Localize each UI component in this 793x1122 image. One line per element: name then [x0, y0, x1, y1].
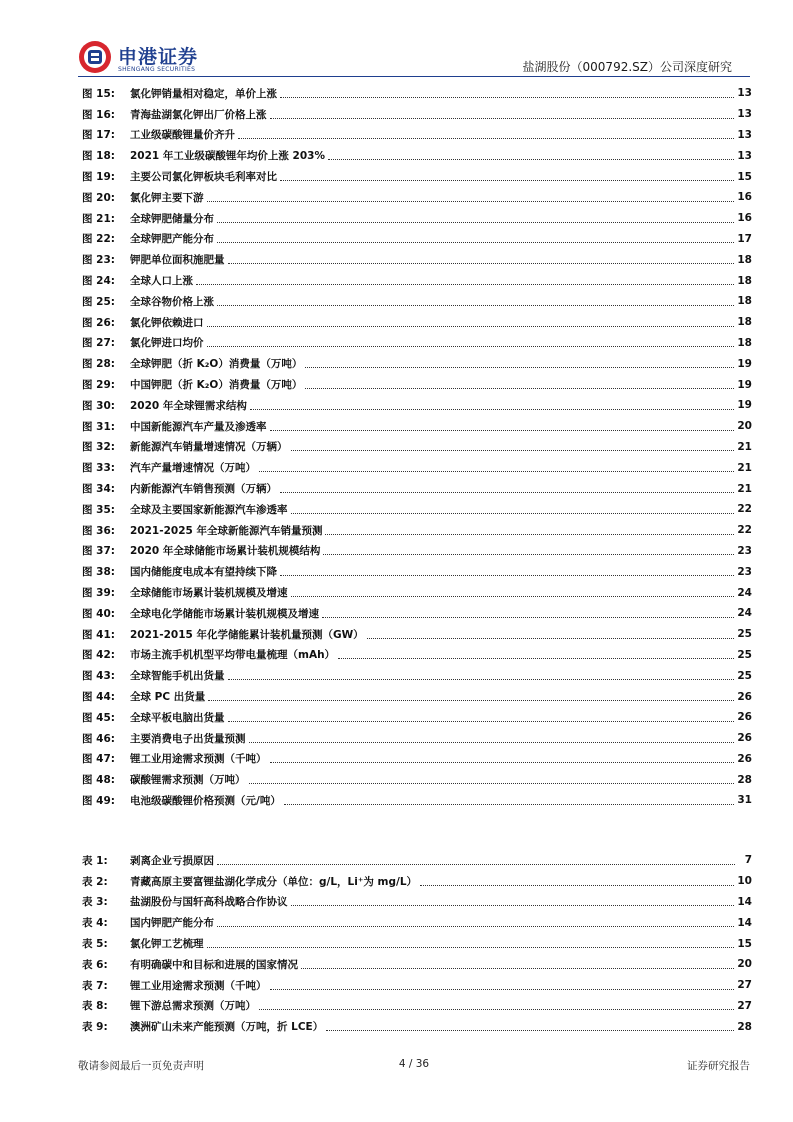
entry-page: 24: [737, 586, 752, 599]
dot-leader: [249, 783, 735, 784]
entry-label: 图 24:: [82, 275, 115, 288]
figure-entry[interactable]: [82, 541, 752, 562]
dot-leader: [217, 222, 734, 223]
entry-page: 23: [737, 565, 752, 578]
entry-label: 图 22:: [82, 233, 115, 246]
figure-entry[interactable]: [82, 707, 752, 728]
entry-title: 全球钾肥（折 K₂O）消费量（万吨）: [130, 358, 303, 371]
entry-label: 图 15:: [82, 87, 115, 100]
entry-label: 图 35:: [82, 503, 115, 516]
entry-title: 新能源汽车销量增速情况（万辆）: [130, 441, 288, 454]
entry-label: 图 34:: [82, 483, 115, 496]
disclaimer-note: 敬请参阅最后一页免责声明: [78, 1060, 204, 1072]
entry-title: 国内储能度电成本有望持续下降: [130, 566, 277, 579]
entry-label: 图 43:: [82, 670, 115, 683]
entry-label: 图 39:: [82, 587, 115, 600]
entry-page: 25: [737, 669, 752, 682]
entry-title: 钾肥单位面积施肥量: [130, 254, 225, 267]
dot-leader: [249, 742, 735, 743]
figure-entry[interactable]: [82, 83, 752, 104]
entry-label: 图 18:: [82, 150, 115, 163]
entry-title: 电池级碳酸锂价格预测（元/吨）: [130, 794, 281, 807]
entry-title: 2020 年全球锂需求结构: [130, 399, 247, 412]
entry-label: 表 2:: [82, 875, 108, 888]
entry-page: 13: [737, 87, 752, 100]
entry-page: 31: [737, 794, 752, 807]
dot-leader: [217, 864, 735, 865]
table-entry[interactable]: [82, 892, 752, 913]
figure-entry[interactable]: [82, 104, 752, 125]
entry-title: 2021 年工业级碳酸锂年均价上涨 203%: [130, 150, 325, 163]
entry-title: 主要公司氯化钾板块毛利率对比: [130, 171, 277, 184]
entry-label: 图 31:: [82, 420, 115, 433]
figure-entry[interactable]: [82, 728, 752, 749]
entry-title: 工业级碳酸锂量价齐升: [130, 129, 235, 142]
entry-title: 全球平板电脑出货量: [130, 711, 225, 724]
figure-entry[interactable]: [82, 790, 752, 811]
dot-leader: [259, 1009, 734, 1010]
entry-title: 中国新能源汽车产量及渗透率: [130, 420, 267, 433]
dot-leader: [280, 492, 734, 493]
figure-entry[interactable]: [82, 374, 752, 395]
entry-label: 图 16:: [82, 108, 115, 121]
figure-entry[interactable]: [82, 645, 752, 666]
entry-label: 表 7:: [82, 979, 108, 992]
brand-name-en: SHENGANG SECURITIES: [118, 66, 196, 73]
entry-title: 市场主流手机机型平均带电量梳理（mAh）: [130, 649, 336, 662]
dot-leader: [238, 138, 734, 139]
dot-leader: [217, 242, 734, 243]
entry-page: 22: [737, 524, 752, 537]
entry-title: 氯化钾进口均价: [130, 337, 204, 350]
entry-title: 2020 年全球储能市场累计装机规模结构: [130, 545, 321, 558]
entry-title: 锂下游总需求预测（万吨）: [130, 1000, 256, 1013]
figure-entry[interactable]: [82, 520, 752, 541]
entry-title: 内新能源汽车销售预测（万辆）: [130, 483, 277, 496]
entry-label: 表 6:: [82, 958, 108, 971]
entry-title: 全球钾肥产能分布: [130, 233, 214, 246]
entry-label: 图 20:: [82, 191, 115, 204]
entry-label: 表 5:: [82, 938, 108, 951]
entry-page: 13: [737, 149, 752, 162]
figure-list: [82, 83, 752, 811]
table-entry[interactable]: [82, 954, 752, 975]
dot-leader: [270, 989, 735, 990]
figure-entry[interactable]: [82, 582, 752, 603]
dot-leader: [207, 326, 735, 327]
report-type: 证券研究报告: [687, 1060, 750, 1072]
entry-title: 青藏高原主要富锂盐湖化学成分（单位：g/L，Li⁺为 mg/L）: [130, 875, 418, 888]
entry-label: 图 41:: [82, 628, 115, 641]
table-entry[interactable]: [82, 850, 752, 871]
dot-leader: [228, 721, 735, 722]
entry-title: 有明确碳中和目标和进展的国家情况: [130, 958, 298, 971]
entry-label: 图 47:: [82, 753, 115, 766]
entry-label: 图 37:: [82, 545, 115, 558]
figure-entry[interactable]: [82, 749, 752, 770]
figure-entry[interactable]: [82, 478, 752, 499]
dot-leader: [322, 617, 734, 618]
figure-entry[interactable]: [82, 208, 752, 229]
entry-page: 10: [737, 875, 752, 888]
figure-entry[interactable]: [82, 769, 752, 790]
figure-entry[interactable]: [82, 561, 752, 582]
entry-page: 21: [737, 482, 752, 495]
entry-title: 锂工业用途需求预测（千吨）: [130, 979, 267, 992]
entry-label: 图 44:: [82, 691, 115, 703]
entry-title: 2021-2025 年全球新能源汽车销量预测: [130, 524, 323, 537]
entry-page: 23: [737, 544, 752, 557]
entry-page: 18: [737, 316, 752, 329]
entry-label: 图 46:: [82, 732, 115, 745]
entry-title: 主要消费电子出货量预测: [130, 732, 246, 745]
entry-label: 图 36:: [82, 524, 115, 537]
entry-label: 图 26:: [82, 316, 115, 329]
entry-label: 表 8:: [82, 1000, 108, 1013]
entry-label: 图 28:: [82, 358, 115, 371]
entry-label: 图 42:: [82, 649, 115, 662]
entry-title: 全球人口上涨: [130, 275, 193, 288]
page-header: [78, 40, 750, 76]
dot-leader: [228, 263, 735, 264]
entry-label: 图 19:: [82, 171, 115, 184]
entry-page: 25: [737, 628, 752, 641]
entry-title: 全球电化学储能市场累计装机规模及增速: [130, 607, 319, 620]
figure-entry[interactable]: [82, 353, 752, 374]
table-entry[interactable]: [82, 912, 752, 933]
entry-page: 20: [737, 958, 752, 971]
entry-page: 13: [737, 108, 752, 121]
dot-leader: [207, 346, 735, 347]
dot-leader: [270, 762, 735, 763]
entry-page: 16: [737, 191, 752, 204]
dot-leader: [291, 905, 735, 906]
figure-entry[interactable]: [82, 249, 752, 270]
entry-page: 18: [737, 295, 752, 308]
figure-entry[interactable]: [82, 665, 752, 686]
entry-page: 18: [737, 336, 752, 349]
entry-title: 全球 PC 出货量: [130, 691, 206, 703]
entry-page: 17: [737, 232, 752, 245]
dot-leader: [305, 388, 734, 389]
entry-page: 25: [737, 648, 752, 661]
entry-title: 中国钾肥（折 K₂O）消费量（万吨）: [130, 379, 303, 392]
entry-page: 13: [737, 128, 752, 141]
figure-entry[interactable]: [82, 603, 752, 624]
entry-title: 剥离企业亏损原因: [130, 854, 214, 867]
entry-title: 青海盐湖氯化钾出厂价格上涨: [130, 108, 267, 121]
entry-label: 图 45:: [82, 711, 115, 724]
dot-leader: [420, 885, 734, 886]
table-entry[interactable]: [82, 933, 752, 954]
entry-page: 16: [737, 212, 752, 225]
entry-page: 14: [737, 916, 752, 929]
entry-page: 26: [737, 732, 752, 745]
dot-leader: [301, 968, 734, 969]
entry-title: 全球储能市场累计装机规模及增速: [130, 587, 288, 600]
entry-page: 22: [737, 503, 752, 516]
entry-title: 氯化钾工艺梳理: [130, 938, 204, 951]
entry-page: 15: [737, 937, 752, 950]
entry-label: 表 3:: [82, 896, 108, 909]
dot-leader: [280, 180, 734, 181]
entry-page: 21: [737, 461, 752, 474]
entry-title: 碳酸锂需求预测（万吨）: [130, 774, 246, 787]
shengang-logo-icon: [78, 40, 112, 74]
dot-leader: [328, 159, 734, 160]
entry-page: 21: [737, 440, 752, 453]
entry-label: 图 29:: [82, 379, 115, 392]
figure-entry[interactable]: [82, 437, 752, 458]
table-list: [82, 850, 752, 1037]
figure-entry[interactable]: [82, 187, 752, 208]
entry-page: 26: [737, 752, 752, 765]
entry-title: 全球及主要国家新能源汽车渗透率: [130, 503, 288, 516]
entry-title: 澳洲矿山未来产能预测（万吨，折 LCE）: [130, 1021, 324, 1034]
dot-leader: [270, 430, 735, 431]
entry-page: 18: [737, 274, 752, 287]
dot-leader: [338, 658, 734, 659]
entry-page: 19: [737, 357, 752, 370]
dot-leader: [270, 118, 735, 119]
entry-page: 26: [737, 711, 752, 724]
entry-label: 图 23:: [82, 254, 115, 267]
dot-leader: [291, 450, 735, 451]
figure-entry[interactable]: [82, 395, 752, 416]
dot-leader: [280, 575, 734, 576]
figure-entry[interactable]: [82, 686, 752, 707]
entry-title: 全球谷物价格上涨: [130, 295, 214, 308]
entry-label: 图 30:: [82, 399, 115, 412]
entry-label: 图 48:: [82, 774, 115, 787]
dot-leader: [217, 926, 734, 927]
entry-title: 2021-2015 年化学储能累计装机量预测（GW）: [130, 628, 364, 641]
figure-entry[interactable]: [82, 499, 752, 520]
figure-entry[interactable]: [82, 229, 752, 250]
entry-label: 图 21:: [82, 212, 115, 225]
dot-leader: [326, 1030, 734, 1031]
entry-title: 盐湖股份与国轩高科战略合作协议: [130, 896, 288, 909]
dot-leader: [323, 554, 734, 555]
dot-leader: [325, 534, 734, 535]
dot-leader: [291, 513, 735, 514]
entry-page: 7: [744, 854, 752, 867]
entry-label: 表 1:: [82, 854, 108, 867]
dot-leader: [284, 804, 735, 805]
dot-leader: [207, 201, 735, 202]
entry-page: 27: [737, 979, 752, 992]
entry-title: 国内钾肥产能分布: [130, 917, 214, 930]
dot-leader: [208, 700, 734, 701]
dot-leader: [280, 97, 734, 98]
entry-page: 20: [737, 420, 752, 433]
dot-leader: [367, 638, 735, 639]
entry-label: 图 38:: [82, 566, 115, 579]
entry-label: 表 4:: [82, 917, 108, 930]
entry-title: 氯化钾主要下游: [130, 191, 204, 204]
entry-label: 图 33:: [82, 462, 115, 475]
entry-page: 15: [737, 170, 752, 183]
entry-page: 24: [737, 607, 752, 620]
entry-label: 图 40:: [82, 607, 115, 620]
entry-page: 27: [737, 999, 752, 1012]
entry-title: 全球智能手机出货量: [130, 670, 225, 683]
entry-page: 28: [737, 1020, 752, 1033]
report-title: 盐湖股份（000792.SZ）公司深度研究: [522, 60, 732, 74]
dot-leader: [217, 305, 734, 306]
entry-label: 表 9:: [82, 1021, 108, 1034]
dot-leader: [196, 284, 734, 285]
page-number: 4 / 36: [398, 1058, 430, 1070]
entry-title: 汽车产量增速情况（万吨）: [130, 462, 256, 475]
dot-leader: [250, 409, 734, 410]
dot-leader: [291, 596, 735, 597]
figure-entry[interactable]: [82, 624, 752, 645]
figure-entry[interactable]: [82, 333, 752, 354]
entry-page: 14: [737, 895, 752, 908]
figure-entry[interactable]: [82, 291, 752, 312]
entry-label: 图 27:: [82, 337, 115, 350]
table-entry[interactable]: [82, 996, 752, 1017]
figure-entry[interactable]: [82, 416, 752, 437]
entry-page: 26: [737, 690, 752, 703]
entry-page: 28: [737, 773, 752, 786]
table-entry[interactable]: [82, 871, 752, 892]
brand-name: 申港证券: [118, 46, 199, 68]
entry-title: 氯化钾依赖进口: [130, 316, 204, 329]
entry-title: 全球钾肥储量分布: [130, 212, 214, 225]
dot-leader: [259, 471, 734, 472]
figure-entry[interactable]: [82, 145, 752, 166]
figure-entry[interactable]: [82, 166, 752, 187]
entry-title: 锂工业用途需求预测（千吨）: [130, 753, 267, 766]
figure-entry[interactable]: [82, 270, 752, 291]
figure-entry[interactable]: [82, 312, 752, 333]
table-entry[interactable]: [82, 1016, 752, 1037]
entry-title: 氯化钾销量相对稳定，单价上涨: [130, 87, 277, 100]
header-divider: [78, 76, 750, 77]
entry-page: 18: [737, 253, 752, 266]
entry-label: 图 17:: [82, 129, 115, 142]
entry-page: 19: [737, 378, 752, 391]
figure-entry[interactable]: [82, 457, 752, 478]
entry-label: 图 25:: [82, 295, 115, 308]
entry-label: 图 49:: [82, 794, 115, 807]
table-entry[interactable]: [82, 975, 752, 996]
dot-leader: [228, 679, 735, 680]
entry-page: 19: [737, 399, 752, 412]
entry-label: 图 32:: [82, 441, 115, 454]
figure-entry[interactable]: [82, 125, 752, 146]
dot-leader: [207, 947, 735, 948]
dot-leader: [305, 367, 734, 368]
